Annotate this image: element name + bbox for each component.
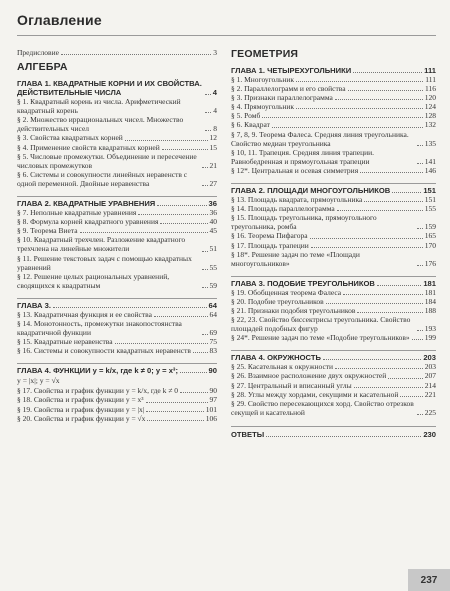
leader-dots — [154, 316, 208, 317]
entry-page: 120 — [424, 93, 436, 103]
entry-page: 203 — [423, 353, 436, 363]
entry-label: § 14. Монотонность, промежутки знакопостоянства квадратичной функции — [17, 318, 182, 338]
entry-page: 193 — [424, 324, 436, 334]
entry-label: ГЛАВА 2. ПЛОЩАДИ МНОГОУГОЛЬНИКОВ — [231, 186, 391, 196]
entry-page: 116 — [425, 84, 436, 94]
toc-entry[interactable] — [17, 319, 217, 337]
toc-entry[interactable] — [17, 395, 217, 404]
toc-entry[interactable] — [231, 84, 436, 93]
leader-dots — [202, 185, 208, 186]
toc-entry[interactable] — [17, 115, 217, 133]
leader-dots — [392, 192, 421, 193]
geometry-column — [231, 48, 436, 439]
leader-dots — [162, 149, 208, 150]
toc-entry[interactable] — [231, 371, 436, 380]
entry-label: ОТВЕТЫ — [231, 429, 265, 439]
entry-label: § 16. Системы и совокупности квадратных неравенств — [17, 346, 191, 356]
entry-label: § 26. Взаимное расположение двух окружностей — [231, 371, 387, 381]
leader-dots — [412, 339, 423, 340]
entry-page: 75 — [209, 337, 217, 347]
entry-label: § 20. Подобие треугольников — [231, 296, 324, 306]
algebra-section-title: АЛГЕБРА — [17, 61, 68, 74]
leader-dots — [80, 232, 208, 233]
entry-label: § 14. Площадь параллелограмма — [231, 204, 335, 214]
toc-entry[interactable] — [17, 133, 217, 142]
entry-page: 132 — [424, 120, 436, 130]
entry-page: 55 — [209, 262, 217, 272]
entry-page: 146 — [424, 165, 436, 175]
entry-label: § 1. Квадратный корень из числа. Арифметический квадратный корень — [17, 97, 181, 116]
entry-label: § 9. Теорема Виета — [17, 226, 78, 236]
leader-dots — [337, 210, 423, 211]
leader-dots — [147, 420, 203, 421]
entry-page: 170 — [424, 240, 436, 250]
leader-dots — [348, 90, 423, 91]
toc-entry[interactable] — [17, 272, 217, 290]
leader-dots — [180, 372, 207, 373]
leader-dots — [326, 303, 423, 304]
leader-dots — [180, 392, 208, 393]
entry-label: § 3. Свойства квадратных корней — [17, 133, 123, 143]
toc-entry[interactable] — [231, 315, 436, 333]
toc-entry[interactable] — [17, 226, 217, 235]
entry-label: § 8. Формула корней квадратного уравнения — [17, 217, 159, 227]
toc-entry[interactable] — [17, 143, 217, 152]
entry-label: § 24*. Решение задач по теме «Подобие треугольников» — [231, 333, 410, 343]
entry-page: 214 — [424, 380, 436, 390]
toc-entry[interactable] — [231, 166, 436, 175]
leader-dots — [160, 223, 207, 224]
toc-entry[interactable] — [17, 152, 217, 170]
entry-page: 4 — [213, 106, 217, 116]
chapter-heading[interactable] — [231, 64, 436, 75]
entry-page: 36 — [208, 199, 217, 209]
geometry-section-title: ГЕОМЕТРИЯ — [231, 48, 299, 60]
entry-label: Предисловие — [17, 48, 59, 57]
entry-label: § 12. Решение целых рациональных уравнений, сводящихся к квадратным — [17, 271, 170, 290]
entry-page: 230 — [423, 429, 436, 439]
toc-entry[interactable] — [231, 93, 436, 102]
entry-page: 97 — [209, 395, 217, 405]
entry-label: § 19. Обобщенная теорема Фалеса — [231, 287, 342, 297]
leader-dots — [205, 112, 211, 113]
leader-dots — [335, 368, 423, 369]
geometry-chapter-list — [231, 64, 436, 421]
entry-page: 225 — [424, 407, 436, 417]
entry-label: § 22, 23. Свойство биссектрисы треугольника. Свойство площадей подобных фигур — [231, 315, 411, 334]
entry-page: 207 — [424, 371, 436, 381]
entry-page: 221 — [424, 389, 436, 399]
page-number: 237 — [408, 569, 450, 591]
leader-dots — [202, 167, 208, 168]
leader-dots — [61, 54, 211, 55]
entry-label: § 4. Прямоугольник — [231, 102, 295, 112]
chapter-heading[interactable] — [231, 350, 436, 362]
toc-entry[interactable] — [17, 235, 217, 253]
entry-label: ГЛАВА 1. КВАДРАТНЫЕ КОРНИ И ИХ СВОЙСТВА. ДЕЙСТВИТЕЛЬНЫЕ ЧИСЛА — [17, 79, 202, 98]
entry-page: 159 — [424, 222, 436, 232]
algebra-chapter-list — [17, 77, 217, 427]
entry-label: § 18*. Решение задач по теме «Площади многоугольников» — [231, 249, 360, 268]
leader-dots — [202, 287, 208, 288]
leader-dots — [323, 359, 421, 360]
entry-page: 199 — [424, 333, 436, 343]
leader-dots — [205, 130, 211, 131]
toc-entry[interactable] — [231, 102, 436, 111]
entry-label: § 2. Параллелограмм и его свойства — [231, 84, 346, 94]
entry-label: § 1. Многоугольник — [231, 75, 295, 84]
leader-dots — [388, 378, 422, 379]
entry-label: § 3. Признаки параллелограмма — [231, 93, 333, 103]
toc-entry[interactable] — [17, 337, 217, 346]
toc-entry-preface[interactable] — [17, 48, 217, 57]
leader-dots — [202, 334, 208, 335]
leader-dots — [364, 201, 422, 202]
toc-entry[interactable] — [231, 288, 436, 297]
leader-dots — [115, 343, 208, 344]
leader-dots — [417, 228, 423, 229]
toc-entry[interactable] — [231, 120, 436, 129]
leader-dots — [157, 205, 206, 206]
entry-label: § 6. Системы и совокупности линейных неравенств с одной переменной. Двойные неравенства — [17, 169, 188, 188]
entry-page: 90 — [209, 386, 217, 396]
entry-page: 27 — [209, 178, 217, 188]
page-title: Оглавление — [17, 12, 102, 28]
entry-page: 64 — [209, 309, 217, 319]
entry-page: 12 — [209, 133, 217, 143]
toc-entry[interactable] — [17, 170, 217, 188]
leader-dots — [205, 94, 211, 95]
chapter-heading[interactable] — [17, 196, 217, 208]
entry-page: 8 — [213, 124, 217, 134]
leader-dots — [202, 269, 208, 270]
leader-dots — [400, 396, 422, 397]
entry-page: 111 — [425, 75, 436, 84]
toc-entry[interactable] — [231, 204, 436, 213]
toc-entry[interactable] — [17, 346, 217, 355]
entry-page: 64 — [208, 300, 217, 310]
chapter-heading[interactable] — [231, 276, 436, 288]
entry-label: § 12*. Центральная и осевая симметрия — [231, 165, 359, 175]
entry-page: 83 — [209, 346, 217, 356]
entry-label: § 6. Квадрат — [231, 120, 270, 130]
leader-dots — [377, 285, 421, 286]
toc-entry[interactable] — [231, 333, 436, 342]
toc-entry[interactable] — [17, 97, 217, 115]
entry-label: § 5. Числовые промежутки. Объединение и пересечение числовых промежутков — [17, 151, 197, 170]
entry-label: § 7, 8, 9. Теорема Фалеса. Средняя линия треугольника. Свойство медиан треугольника — [231, 129, 409, 148]
entry-page: 181 — [423, 278, 436, 288]
entry-label: § 16. Теорема Пифагора — [231, 231, 308, 241]
entry-label: ГЛАВА 3. — [17, 300, 51, 310]
entry-page: 188 — [424, 305, 436, 315]
entry-page: 90 — [208, 366, 217, 376]
toc-entry[interactable] — [17, 310, 217, 319]
toc-entry[interactable] — [231, 130, 436, 148]
entry-page: 155 — [424, 204, 436, 214]
entry-label: § 21. Признаки подобия треугольников — [231, 305, 356, 315]
entry-label: § 11. Решение текстовых задач с помощью квадратных уравнений — [17, 253, 192, 272]
leader-dots — [53, 307, 207, 308]
entry-page: 4 — [212, 88, 217, 98]
entry-page: 151 — [424, 195, 436, 205]
toc-entry[interactable] — [17, 386, 217, 395]
entry-page: 45 — [209, 226, 217, 236]
leader-dots — [262, 117, 422, 118]
entry-label: § 4. Применение свойств квадратных корней — [17, 142, 160, 152]
entry-page: 3 — [213, 48, 217, 57]
entry-label: ГЛАВА 4. ФУНКЦИИ y = k/x, где k ≠ 0; y = x³; — [17, 366, 178, 376]
entry-label: § 7. Неполные квадратные уравнения — [17, 208, 137, 218]
entry-page: 165 — [424, 231, 436, 241]
entry-page: 151 — [423, 186, 436, 196]
entry-label: § 18. Свойства и график функции y = x³ — [17, 395, 144, 405]
entry-label: ГЛАВА 2. КВАДРАТНЫЕ УРАВНЕНИЯ — [17, 199, 156, 209]
leader-dots — [417, 414, 423, 415]
entry-page: 51 — [209, 244, 217, 254]
toc-entry[interactable] — [231, 399, 436, 417]
toc-entry[interactable] — [17, 254, 217, 272]
entry-label: § 15. Площадь треугольника, прямоугольного треугольника, ромба — [231, 213, 377, 232]
chapter-heading[interactable] — [17, 77, 217, 97]
leader-dots — [146, 411, 203, 412]
toc-entry[interactable] — [231, 362, 436, 371]
entry-label: § 2. Множество иррациональных чисел. Множество действительных чисел — [17, 115, 184, 134]
chapter-heading[interactable] — [231, 183, 436, 195]
entry-page: 135 — [424, 138, 436, 148]
leader-dots — [296, 108, 423, 109]
entry-page: 184 — [424, 296, 436, 306]
leader-dots — [417, 163, 423, 164]
toc-entry[interactable] — [231, 250, 436, 268]
entry-page: 176 — [424, 258, 436, 268]
entry-page: 36 — [209, 208, 217, 218]
entry-label: § 19. Свойства и график функции y = |x| — [17, 404, 145, 414]
entry-page: 40 — [209, 217, 217, 227]
toc-entry[interactable] — [231, 111, 436, 120]
toc-entry[interactable] — [231, 306, 436, 315]
entry-label: ГЛАВА 1. ЧЕТЫРЕХУГОЛЬНИКИ — [231, 66, 352, 75]
leader-dots — [296, 81, 423, 82]
chapter-heading[interactable] — [17, 298, 217, 310]
leader-dots — [360, 172, 423, 173]
toc-entry[interactable] — [17, 414, 217, 423]
entry-label: § 27. Центральный и вписанный углы — [231, 380, 352, 390]
entry-page: 181 — [424, 287, 436, 297]
toc-entry[interactable] — [231, 213, 436, 231]
entry-page: 124 — [424, 102, 436, 112]
entry-page: 106 — [205, 413, 217, 423]
entry-label: § 13. Квадратичная функция и ее свойства — [17, 309, 152, 319]
leader-dots — [146, 402, 208, 403]
entry-label: § 29. Свойство пересекающихся хорд. Свойство отрезков секущей и касательной — [231, 398, 414, 417]
leader-dots — [357, 312, 422, 313]
leader-dots — [417, 330, 423, 331]
leader-dots — [354, 387, 423, 388]
toc-entry[interactable] — [231, 390, 436, 399]
toc-entry[interactable] — [17, 217, 217, 226]
leader-dots — [343, 294, 423, 295]
entry-page: 69 — [209, 328, 217, 338]
toc-entry-answers[interactable] — [231, 426, 436, 439]
entry-page: 111 — [424, 66, 436, 75]
entry-page: 15 — [209, 142, 217, 152]
leader-dots — [193, 352, 208, 353]
entry-label: § 17. Площадь трапеции — [231, 240, 309, 250]
toc-entry[interactable] — [231, 241, 436, 250]
leader-dots — [310, 238, 423, 239]
entry-page: 21 — [209, 160, 217, 170]
leader-dots — [311, 247, 423, 248]
toc-entry[interactable] — [17, 208, 217, 217]
entry-label: § 15. Квадратные неравенства — [17, 337, 113, 347]
toc-entry[interactable] — [231, 231, 436, 240]
entry-page: 128 — [424, 111, 436, 121]
entry-label: § 13. Площадь квадрата, прямоугольника — [231, 195, 363, 205]
leader-dots — [353, 72, 422, 73]
leader-dots — [266, 436, 421, 437]
toc-entry[interactable] — [231, 381, 436, 390]
leader-dots — [417, 145, 423, 146]
leader-dots — [125, 140, 208, 141]
leader-dots — [138, 214, 207, 215]
entry-label: § 10. Квадратный трехчлен. Разложение квадратного трехчлена на линейные множители — [17, 235, 186, 254]
entry-label: § 17. Свойства и график функции y = k/x, где k ≠ 0 — [17, 386, 178, 396]
entry-label: ГЛАВА 4. ОКРУЖНОСТЬ — [231, 353, 321, 363]
entry-label: § 28. Углы между хордами, секущими и касательной — [231, 389, 399, 399]
leader-dots — [202, 251, 208, 252]
entry-page: 141 — [424, 156, 436, 166]
leader-dots — [335, 99, 423, 100]
entry-label: § 10, 11. Трапеция. Средняя линия трапеции. Равнобедренная и прямоугольная трапеции — [231, 147, 374, 166]
entry-page: 59 — [209, 280, 217, 290]
entry-label: § 5. Ромб — [231, 111, 261, 121]
leader-dots — [272, 127, 423, 128]
entry-label: § 20. Свойства и график функции y = √x — [17, 413, 146, 423]
chapter-heading[interactable] — [17, 363, 217, 375]
title-rule — [17, 35, 436, 36]
entry-page: 203 — [424, 362, 436, 372]
toc-entry[interactable] — [231, 75, 436, 84]
entry-page: 101 — [205, 404, 217, 414]
entry-label: ГЛАВА 3. ПОДОБИЕ ТРЕУГОЛЬНИКОВ — [231, 278, 375, 288]
toc-entry[interactable] — [231, 297, 436, 306]
algebra-column — [17, 48, 217, 427]
toc-entry[interactable] — [231, 148, 436, 166]
entry-label: § 25. Касательная к окружности — [231, 362, 334, 372]
toc-entry[interactable] — [17, 405, 217, 414]
leader-dots — [417, 265, 423, 266]
toc-entry[interactable] — [231, 195, 436, 204]
chapter-subtitle: y = |x|; y = √x — [17, 376, 60, 386]
